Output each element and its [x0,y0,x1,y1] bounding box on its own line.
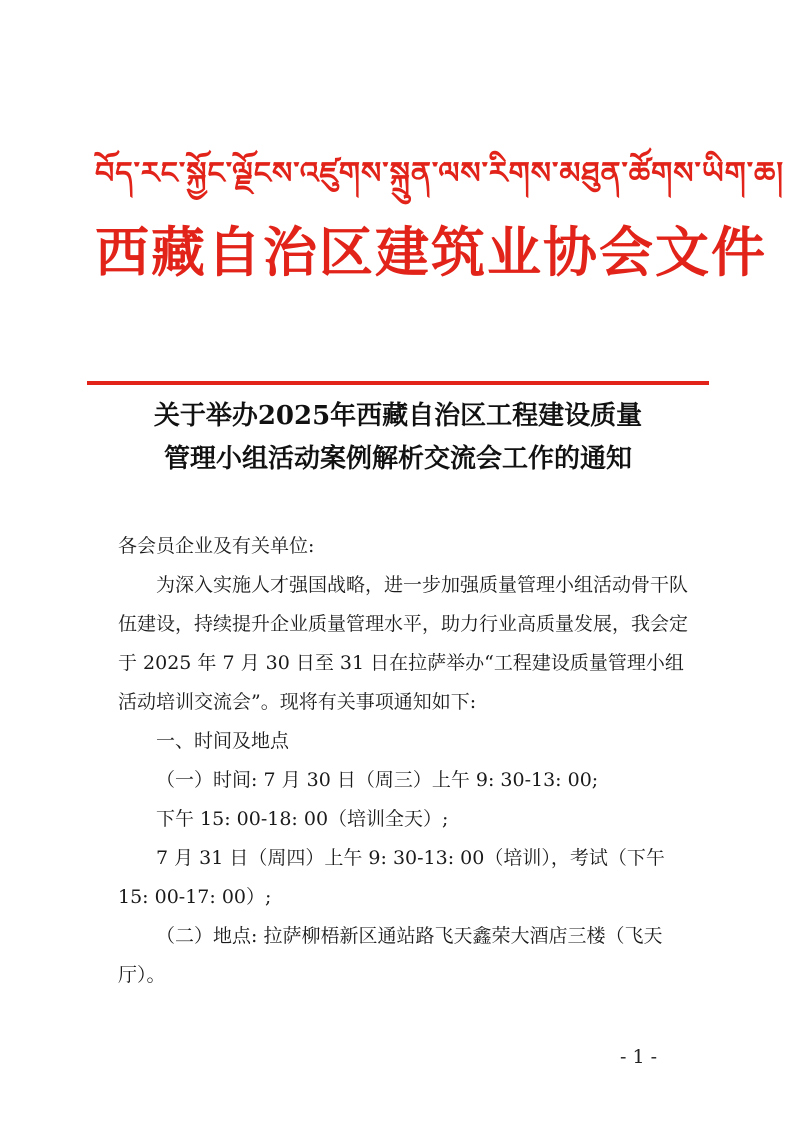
time-line-2: 下午 15: 00-18: 00（培训全天）; [156,808,449,830]
document-title-line-1: 关于举办2025年西藏自治区工程建设质量 [153,401,643,431]
document-title-line-2: 管理小组活动案例解析交流会工作的通知 [163,444,632,474]
location-line: （二）地点: 拉萨柳梧新区通站路飞天鑫荣大酒店三楼（飞天厅）。 [118,925,663,986]
salutation: 各会员企业及有关单位: [118,535,315,557]
intro-paragraph: 为深入实施人才强国战略，进一步加强质量管理小组活动骨干队伍建设，持续提升企业质量管理水平，助力行业高质量发展，我会定于 2025 年 7 月 30 日至 31 日在拉萨举办“工程建设质量管理小组活动培训交流会”。现将有关事项通知如下: [118,574,689,713]
section-1-heading: 一、时间及地点 [156,730,290,752]
tibetan-org-title: བོད་རང་སྐྱོང་ལྗོངས་འཛུགས་སྐྲུན་ལས་རིགས་མཐུན་ཚོགས་ཡིག་ཆ། [95,156,785,191]
document-title [87,395,709,481]
page-number: - 1 - [620,1046,658,1068]
document-body [118,527,692,995]
time-line-1: （一）时间: 7 月 30 日（周三）上午 9: 30-13: 00; [156,769,599,791]
red-divider [87,381,709,385]
org-title: 西藏自治区建筑业协会文件 [95,220,767,284]
time-line-3: 7 月 31 日（周四）上午 9: 30-13: 00（培训），考试（下午 15: 00-17: 00）; [118,847,665,908]
